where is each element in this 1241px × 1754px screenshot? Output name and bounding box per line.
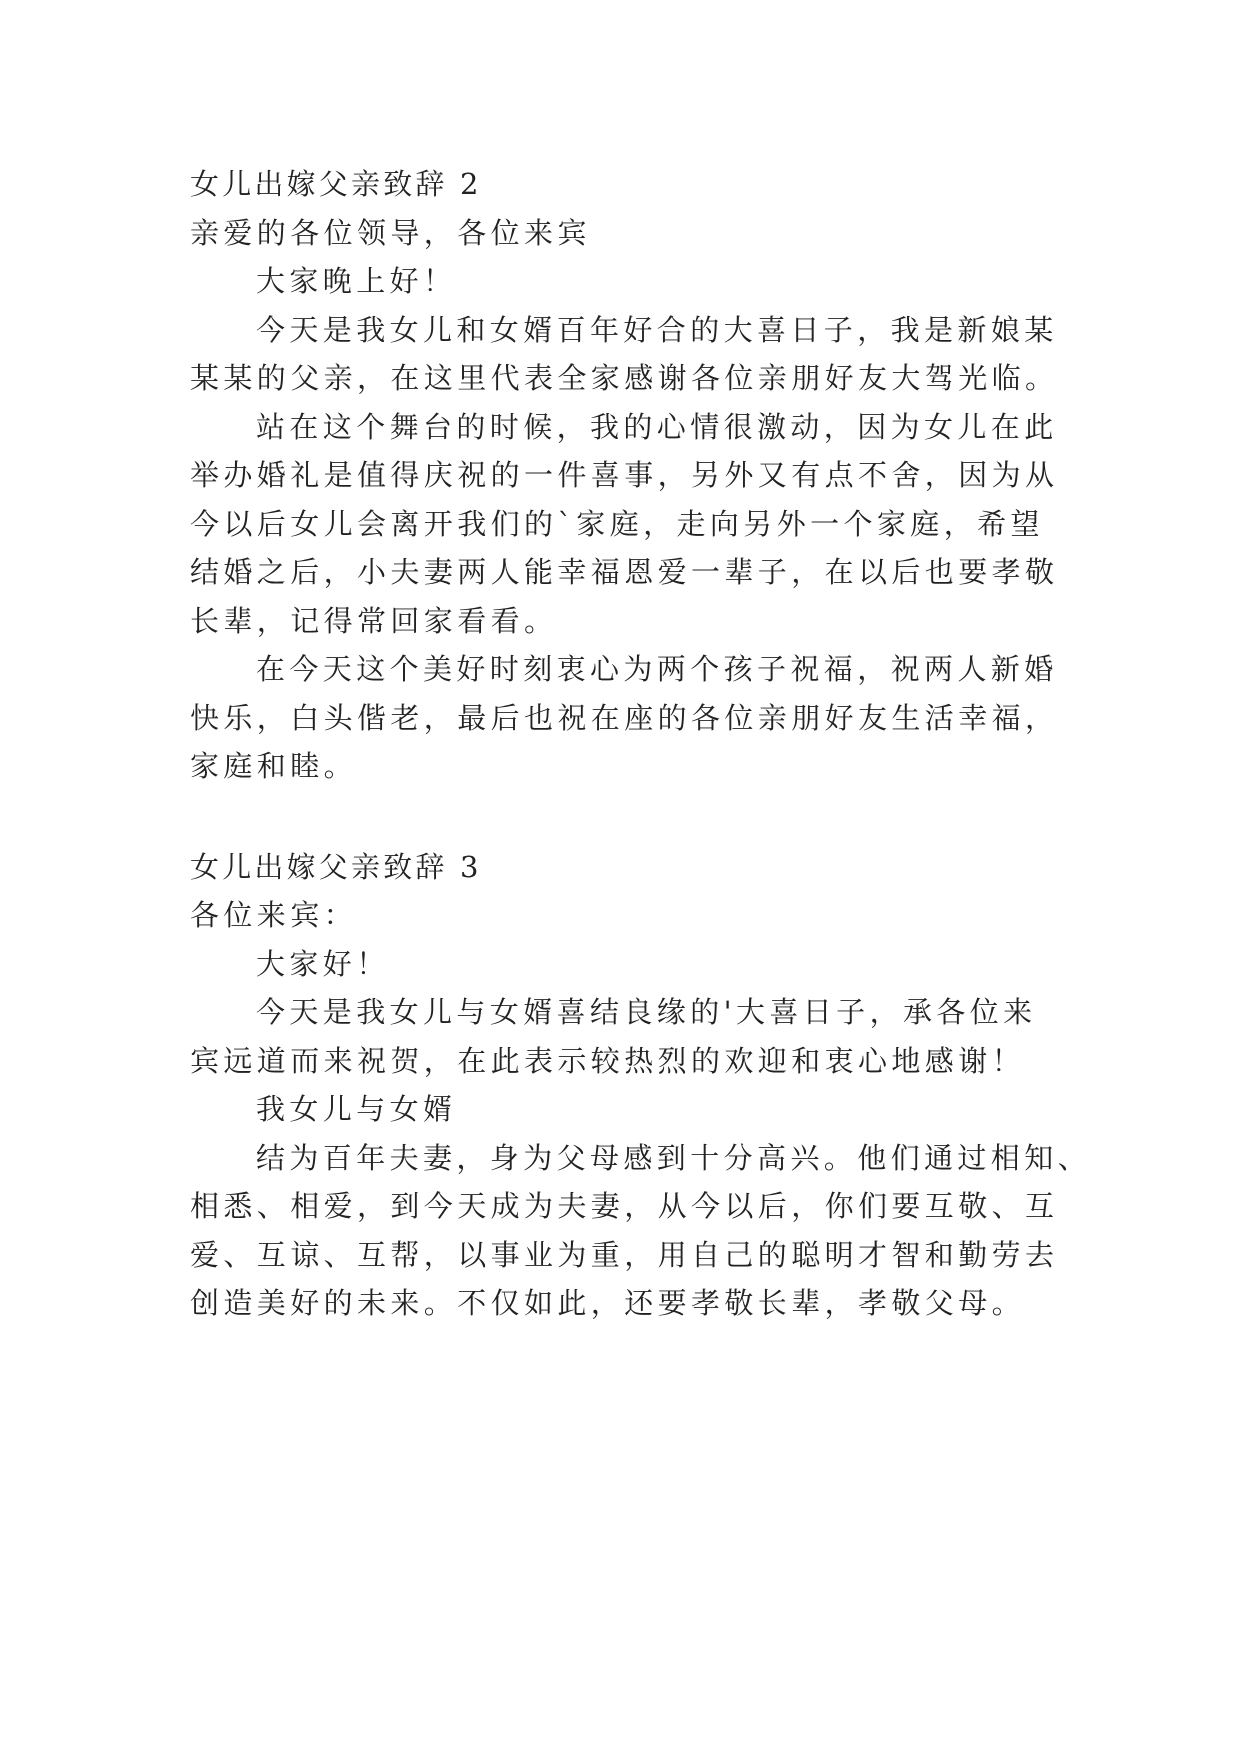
paragraph [190, 988, 1070, 1085]
paragraph-line: 创造美好的未来。不仅如此，还要孝敬长辈，孝敬父母。 [190, 1286, 1026, 1320]
paragraph-line: 相悉、相爱，到今天成为夫妻，从今以后，你们要互敬、互 [190, 1189, 1059, 1223]
paragraph [190, 1085, 1070, 1134]
paragraph [190, 645, 1070, 791]
paragraph-line: 爱、互谅、互帮，以事业为重，用自己的聪明才智和勤劳去 [190, 1237, 1059, 1272]
paragraph-line: 结为百年夫妻，身为父母感到十分高兴。他们通过相知、 [256, 1140, 1092, 1175]
greeting: 大家晚上好！ [256, 264, 457, 298]
paragraph-line: 快乐，白头偕老，最后也祝在座的各位亲朋好友生活幸福， [190, 700, 1059, 735]
paragraph [190, 403, 1070, 646]
paragraph-line: 站在这个舞台的时候，我的心情很激动，因为女儿在此 [256, 409, 1058, 444]
greeting: 大家好！ [256, 946, 390, 981]
paragraph-line: 今天是我女儿与女婿喜结良缘的'大喜日子，承各位来 [256, 995, 1037, 1029]
speech-section-2 [190, 160, 1070, 791]
paragraph-line: 某某的父亲，在这里代表全家感谢各位亲朋好友大驾光临。 [190, 361, 1059, 395]
salutation: 各位来宾： [190, 898, 358, 932]
paragraph-line: 举办婚礼是值得庆祝的一件喜事，另外又有点不舍，因为从 [190, 458, 1059, 492]
document-body [190, 160, 1092, 1328]
speech-section-3 [190, 843, 1092, 1328]
salutation: 亲爱的各位领导，各位来宾 [190, 215, 591, 250]
paragraph-line: 在今天这个美好时刻衷心为两个孩子祝福，祝两人新婚 [256, 652, 1058, 686]
paragraph-line: 长辈，记得常回家看看。 [190, 603, 558, 638]
paragraph-line: 我女儿与女婿 [256, 1092, 457, 1126]
paragraph [190, 306, 1070, 403]
paragraph-line: 家庭和睦。 [190, 749, 358, 783]
section-title: 女儿出嫁父亲致辞 3 [190, 849, 482, 884]
paragraph [190, 1134, 1092, 1328]
paragraph-line: 宾远道而来祝贺，在此表示较热烈的欢迎和衷心地感谢！ [190, 1043, 1026, 1078]
paragraph-line: 今以后女儿会离开我们的`家庭，走向另外一个家庭，希望 [190, 506, 1044, 541]
paragraph-line: 结婚之后，小夫妻两人能幸福恩爱一辈子，在以后也要孝敬 [190, 555, 1059, 589]
paragraph-line: 今天是我女儿和女婿百年好合的大喜日子，我是新娘某 [256, 312, 1058, 347]
section-title: 女儿出嫁父亲致辞 2 [190, 167, 482, 201]
